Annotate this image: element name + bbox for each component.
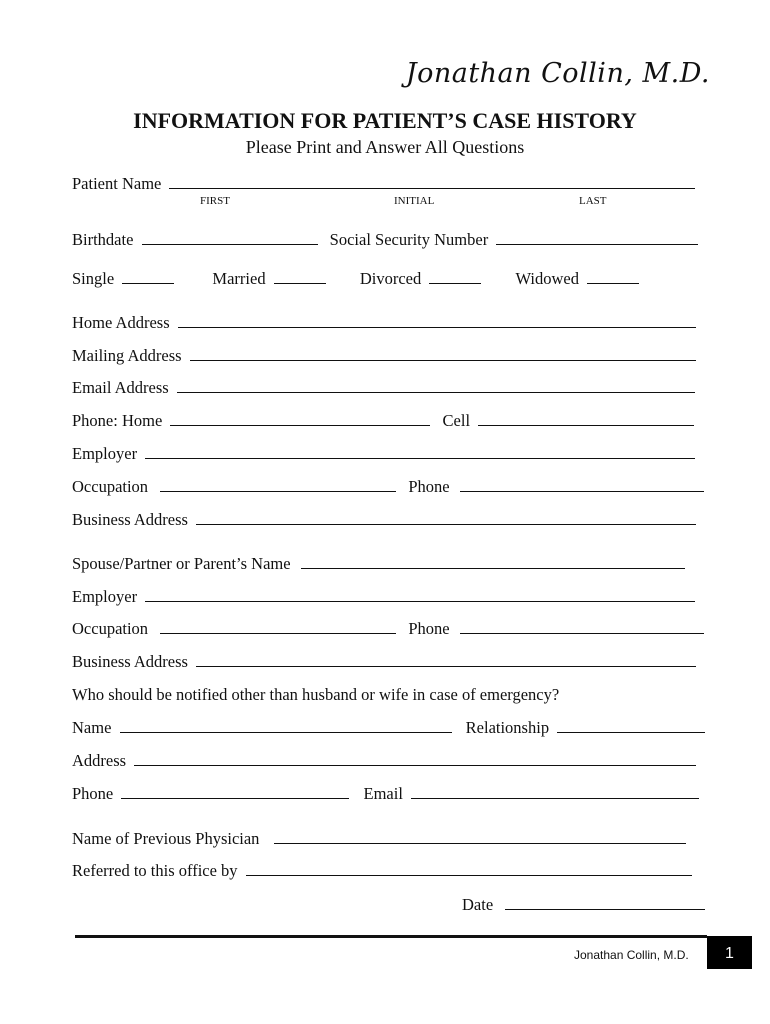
form-title: INFORMATION FOR PATIENT’S CASE HISTORY (133, 108, 637, 133)
business-address-label: Business Address (72, 510, 188, 529)
page-number: 1 (707, 936, 752, 969)
spouse-phone-field[interactable] (460, 619, 704, 634)
spouse-employer-row (72, 587, 712, 607)
phone-row (72, 411, 712, 431)
home-address-field[interactable] (178, 313, 696, 328)
relationship-label: Relationship (465, 718, 550, 737)
divorced-field[interactable] (429, 269, 481, 284)
referred-by-row (72, 861, 712, 881)
single-field[interactable] (122, 269, 174, 284)
previous-physician-field[interactable] (274, 829, 686, 844)
last-label: LAST (579, 195, 607, 207)
spouse-business-address-field[interactable] (196, 652, 696, 667)
divorced-label: Divorced (359, 269, 422, 288)
emergency-name-label: Name (72, 718, 112, 737)
employer-label: Employer (72, 444, 138, 463)
married-field[interactable] (274, 269, 326, 284)
occupation-phone-label: Phone (408, 477, 450, 496)
emergency-email-field[interactable] (411, 784, 699, 799)
patient-name-field[interactable] (169, 174, 695, 189)
emergency-address-row (72, 751, 712, 771)
home-address-label: Home Address (72, 313, 170, 332)
initial-label: INITIAL (394, 195, 435, 207)
mailing-address-row (72, 346, 712, 366)
spouse-business-address-row (72, 652, 712, 672)
form-subtitle: Please Print and Answer All Questions (245, 137, 525, 157)
physician-header: Jonathan Collin, M.D. (405, 58, 710, 89)
date-row (462, 895, 712, 915)
email-address-label: Email Address (72, 378, 169, 397)
phone-home-field[interactable] (170, 411, 430, 426)
ssn-field[interactable] (496, 230, 698, 245)
business-address-row (72, 510, 712, 530)
referred-by-label: Referred to this office by (72, 861, 238, 880)
patient-name-row (72, 174, 712, 194)
first-label: FIRST (200, 195, 230, 207)
phone-home-label: Phone: Home (72, 411, 163, 430)
single-label: Single (72, 269, 115, 288)
emergency-name-row (72, 718, 712, 738)
referred-by-field[interactable] (246, 861, 692, 876)
email-address-row (72, 378, 712, 398)
cell-field[interactable] (478, 411, 694, 426)
previous-physician-label: Name of Previous Physician (72, 829, 260, 848)
home-address-row (72, 313, 712, 333)
spouse-occupation-field[interactable] (160, 619, 396, 634)
footer-physician: Jonathan Collin, M.D. (574, 948, 689, 962)
widowed-label: Widowed (515, 269, 579, 288)
employer-field[interactable] (145, 444, 695, 459)
occupation-row (72, 477, 712, 497)
birthdate-row (72, 230, 712, 250)
previous-physician-row (72, 829, 712, 849)
spouse-phone-label: Phone (408, 619, 450, 638)
mailing-address-field[interactable] (190, 346, 696, 361)
married-label: Married (212, 269, 266, 288)
spouse-name-field[interactable] (301, 554, 685, 569)
ssn-label: Social Security Number (329, 230, 489, 249)
widowed-field[interactable] (587, 269, 639, 284)
marital-status-row (72, 269, 712, 289)
occupation-label: Occupation (72, 477, 149, 496)
date-label: Date (462, 895, 494, 914)
birthdate-label: Birthdate (72, 230, 134, 249)
mailing-address-label: Mailing Address (72, 346, 182, 365)
patient-name-label: Patient Name (72, 174, 162, 193)
spouse-occupation-row (72, 619, 712, 639)
occupation-phone-field[interactable] (460, 477, 704, 492)
birthdate-field[interactable] (142, 230, 318, 245)
spouse-employer-field[interactable] (145, 587, 695, 602)
date-field[interactable] (505, 895, 705, 910)
email-address-field[interactable] (177, 378, 695, 393)
emergency-email-label: Email (363, 784, 403, 803)
spouse-business-address-label: Business Address (72, 652, 188, 671)
footer-divider (75, 935, 707, 938)
spouse-name-label: Spouse/Partner or Parent’s Name (72, 554, 291, 573)
occupation-field[interactable] (160, 477, 396, 492)
emergency-phone-field[interactable] (121, 784, 349, 799)
spouse-employer-label: Employer (72, 587, 138, 606)
employer-row (72, 444, 712, 464)
emergency-contact-row (72, 784, 712, 804)
business-address-field[interactable] (196, 510, 696, 525)
emergency-name-field[interactable] (120, 718, 452, 733)
spouse-occupation-label: Occupation (72, 619, 149, 638)
emergency-address-label: Address (72, 751, 127, 770)
emergency-phone-label: Phone (72, 784, 114, 803)
emergency-question: Who should be notified other than husband or wife in case of emergency? (72, 685, 560, 704)
emergency-address-field[interactable] (134, 751, 696, 766)
spouse-row (72, 554, 712, 574)
cell-label: Cell (442, 411, 471, 430)
relationship-field[interactable] (557, 718, 705, 733)
